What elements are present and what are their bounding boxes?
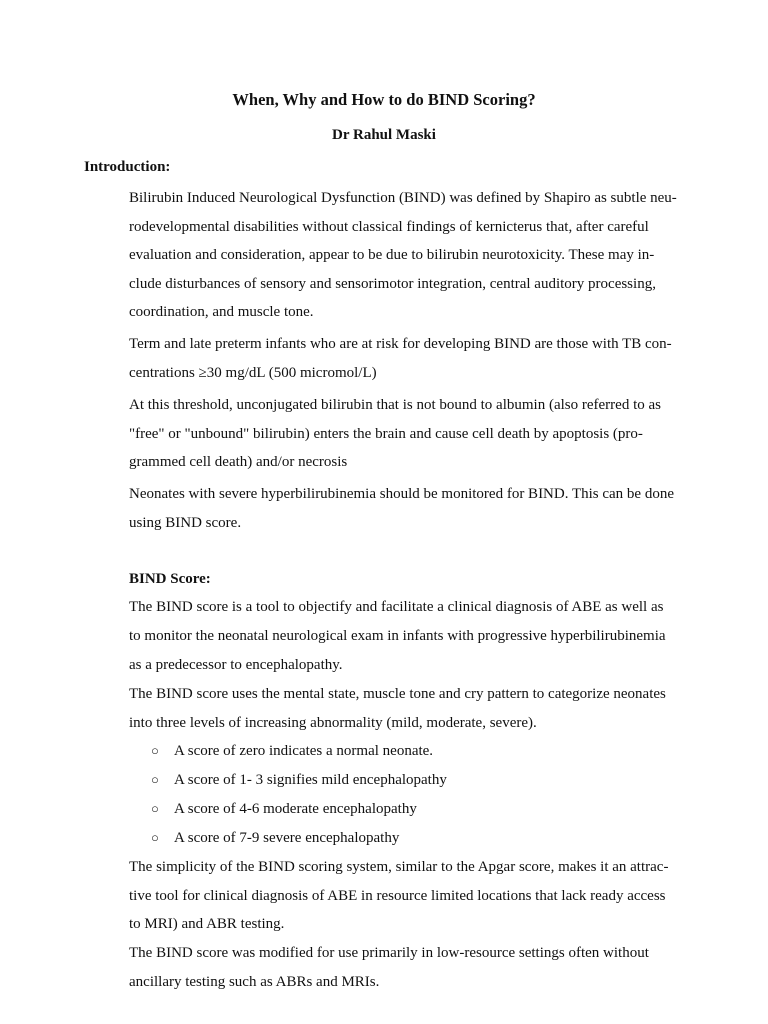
intro-line: grammed cell death) and/or necrosis bbox=[129, 454, 348, 470]
introduction-heading: Introduction: bbox=[84, 159, 171, 175]
bullet-circle-icon: ○ bbox=[151, 801, 159, 816]
intro-line: centrations ≥30 mg/dL (500 micromol/L) bbox=[129, 365, 377, 381]
intro-line: rodevelopmental disabilities without classical findings of kernicterus that, after careful bbox=[129, 219, 649, 235]
list-item-text: A score of 1- 3 signifies mild encephalopathy bbox=[174, 772, 447, 788]
closing-line: The simplicity of the BIND scoring system, similar to the Apgar score, makes it an attrac- bbox=[129, 859, 669, 875]
closing-line: The BIND score was modified for use primarily in low-resource settings often without bbox=[129, 945, 649, 961]
closing-line: tive tool for clinical diagnosis of ABE in resource limited locations that lack ready access bbox=[129, 888, 666, 904]
intro-line: coordination, and muscle tone. bbox=[129, 304, 314, 320]
score-line: to monitor the neonatal neurological exam in infants with progressive hyperbilirubinemia bbox=[129, 628, 666, 644]
document-title: When, Why and How to do BIND Scoring? bbox=[232, 90, 536, 109]
bullet-circle-icon: ○ bbox=[151, 830, 159, 845]
score-line: as a predecessor to encephalopathy. bbox=[129, 657, 343, 673]
intro-line: using BIND score. bbox=[129, 515, 242, 531]
bullet-circle-icon: ○ bbox=[151, 772, 159, 787]
author-name: Dr Rahul Maski bbox=[332, 127, 436, 143]
score-line: The BIND score is a tool to objectify and facilitate a clinical diagnosis of ABE as well as bbox=[129, 599, 664, 615]
intro-line: Bilirubin Induced Neurological Dysfunction (BIND) was defined by Shapiro as subtle neu- bbox=[129, 190, 677, 206]
intro-line: evaluation and consideration, appear to be due to bilirubin neurotoxicity. These may in- bbox=[129, 247, 655, 263]
closing-line: to MRI) and ABR testing. bbox=[129, 916, 285, 932]
bullet-circle-icon: ○ bbox=[151, 743, 159, 758]
list-item-text: A score of 4-6 moderate encephalopathy bbox=[174, 801, 417, 817]
score-line: into three levels of increasing abnormality (mild, moderate, severe). bbox=[129, 715, 537, 731]
bind-score-heading: BIND Score: bbox=[129, 571, 211, 587]
intro-line: Neonates with severe hyperbilirubinemia should be monitored for BIND. This can be done bbox=[129, 486, 675, 502]
closing-line: ancillary testing such as ABRs and MRIs. bbox=[129, 974, 380, 990]
list-item-text: A score of zero indicates a normal neonate. bbox=[174, 743, 434, 759]
list-item-text: A score of 7-9 severe encephalopathy bbox=[174, 830, 400, 846]
intro-line: At this threshold, unconjugated bilirubin that is not bound to albumin (also referred to as bbox=[129, 397, 661, 413]
intro-line: clude disturbances of sensory and sensorimotor integration, central auditory processing, bbox=[129, 276, 656, 292]
intro-line: Term and late preterm infants who are at risk for developing BIND are those with TB con- bbox=[129, 336, 672, 352]
score-line: The BIND score uses the mental state, muscle tone and cry pattern to categorize neonates bbox=[129, 686, 666, 702]
intro-line: "free" or "unbound" bilirubin) enters the brain and cause cell death by apoptosis (pro- bbox=[129, 426, 643, 442]
